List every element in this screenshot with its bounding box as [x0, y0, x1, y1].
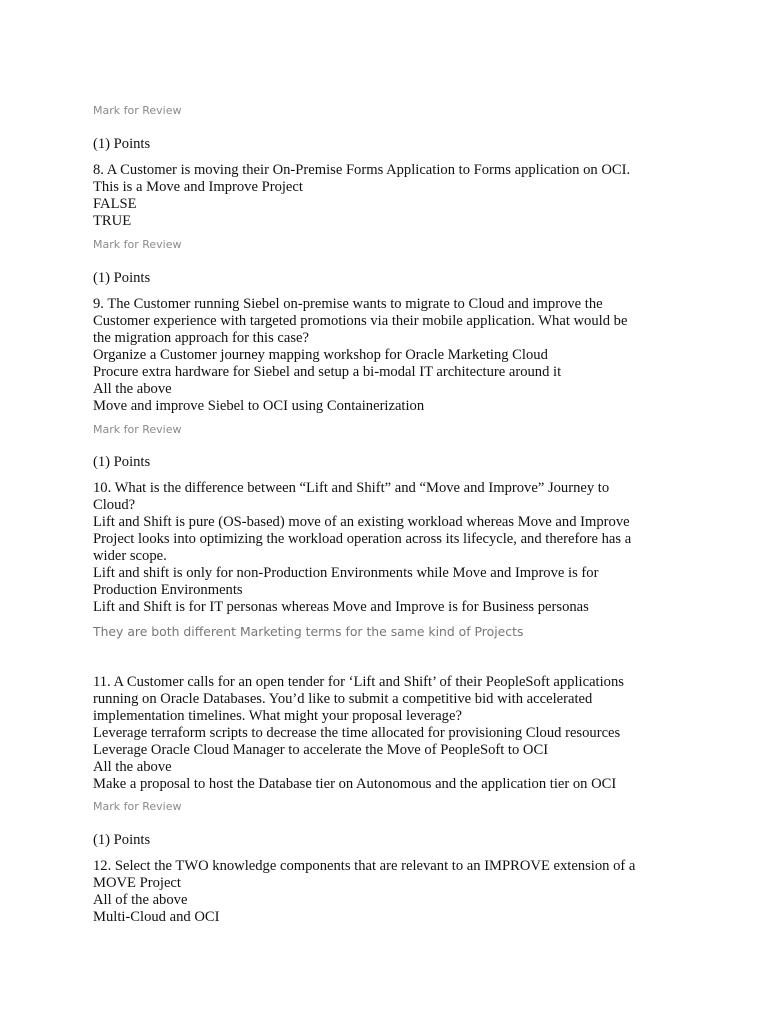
answer-option[interactable]: Lift and Shift is for IT personas whereas Move and Improve is for Business personas	[93, 599, 589, 615]
question-text-line: MOVE Project	[93, 875, 181, 891]
answer-option[interactable]: Lift and shift is only for non-Production Environments while Move and Improve is for	[93, 565, 599, 581]
question-10	[93, 480, 673, 616]
answer-option[interactable]: All the above	[93, 381, 172, 397]
answer-option[interactable]: TRUE	[93, 213, 132, 229]
question-text-line: 9. The Customer running Siebel on-premise wants to migrate to Cloud and improve the	[93, 296, 603, 312]
question-text-line: implementation timelines. What might your proposal leverage?	[93, 708, 462, 724]
question-text-line: the migration approach for this case?	[93, 330, 309, 346]
question-text-line: Customer experience with targeted promotions via their mobile application. What would be	[93, 313, 628, 329]
mark-for-review-link[interactable]: Mark for Review	[93, 423, 182, 436]
question-9	[93, 296, 673, 415]
points-label: (1) Points	[93, 454, 151, 470]
answer-option[interactable]: Move and improve Siebel to OCI using Containerization	[93, 398, 425, 414]
answer-option[interactable]: Production Environments	[93, 582, 243, 598]
points-label: (1) Points	[93, 136, 151, 152]
answer-option-note[interactable]: They are both different Marketing terms for the same kind of Projects	[93, 624, 524, 639]
points-label: (1) Points	[93, 270, 151, 286]
mark-for-review-link[interactable]: Mark for Review	[93, 800, 182, 813]
mark-for-review-link[interactable]: Mark for Review	[93, 104, 182, 117]
question-text-line: 11. A Customer calls for an open tender for ‘Lift and Shift’ of their PeopleSoft applications	[93, 674, 624, 690]
answer-option[interactable]: wider scope.	[93, 548, 167, 564]
answer-option[interactable]: All the above	[93, 759, 172, 775]
answer-option[interactable]: FALSE	[93, 196, 137, 212]
answer-option[interactable]: Procure extra hardware for Siebel and setup a bi-modal IT architecture around it	[93, 364, 562, 380]
answer-option[interactable]: Leverage Oracle Cloud Manager to accelerate the Move of PeopleSoft to OCI	[93, 742, 549, 758]
answer-option[interactable]: Lift and Shift is pure (OS-based) move of an existing workload whereas Move and Improve	[93, 514, 630, 530]
answer-option[interactable]: Project looks into optimizing the workload operation across its lifecycle, and therefore has a	[93, 531, 632, 547]
question-text-line: This is a Move and Improve Project	[93, 179, 303, 195]
answer-option[interactable]: Make a proposal to host the Database tier on Autonomous and the application tier on OCI	[93, 776, 617, 792]
question-text-line: 8. A Customer is moving their On-Premise Forms Application to Forms application on OCI.	[93, 162, 631, 178]
answer-option[interactable]: Leverage terraform scripts to decrease the time allocated for provisioning Cloud resources	[93, 725, 621, 741]
question-text-line: 10. What is the difference between “Lift and Shift” and “Move and Improve” Journey to	[93, 480, 610, 496]
question-8	[93, 162, 673, 230]
mark-for-review-link[interactable]: Mark for Review	[93, 238, 182, 251]
answer-option[interactable]: Multi-Cloud and OCI	[93, 909, 220, 925]
answer-option[interactable]: Organize a Customer journey mapping workshop for Oracle Marketing Cloud	[93, 347, 548, 363]
points-label: (1) Points	[93, 832, 151, 848]
question-text-line: running on Oracle Databases. You’d like to submit a competitive bid with accelerated	[93, 691, 593, 707]
question-text-line: 12. Select the TWO knowledge components that are relevant to an IMPROVE extension of a	[93, 858, 636, 874]
question-12	[93, 858, 673, 926]
answer-option[interactable]: All of the above	[93, 892, 188, 908]
question-11	[93, 674, 673, 793]
question-text-line: Cloud?	[93, 497, 136, 513]
